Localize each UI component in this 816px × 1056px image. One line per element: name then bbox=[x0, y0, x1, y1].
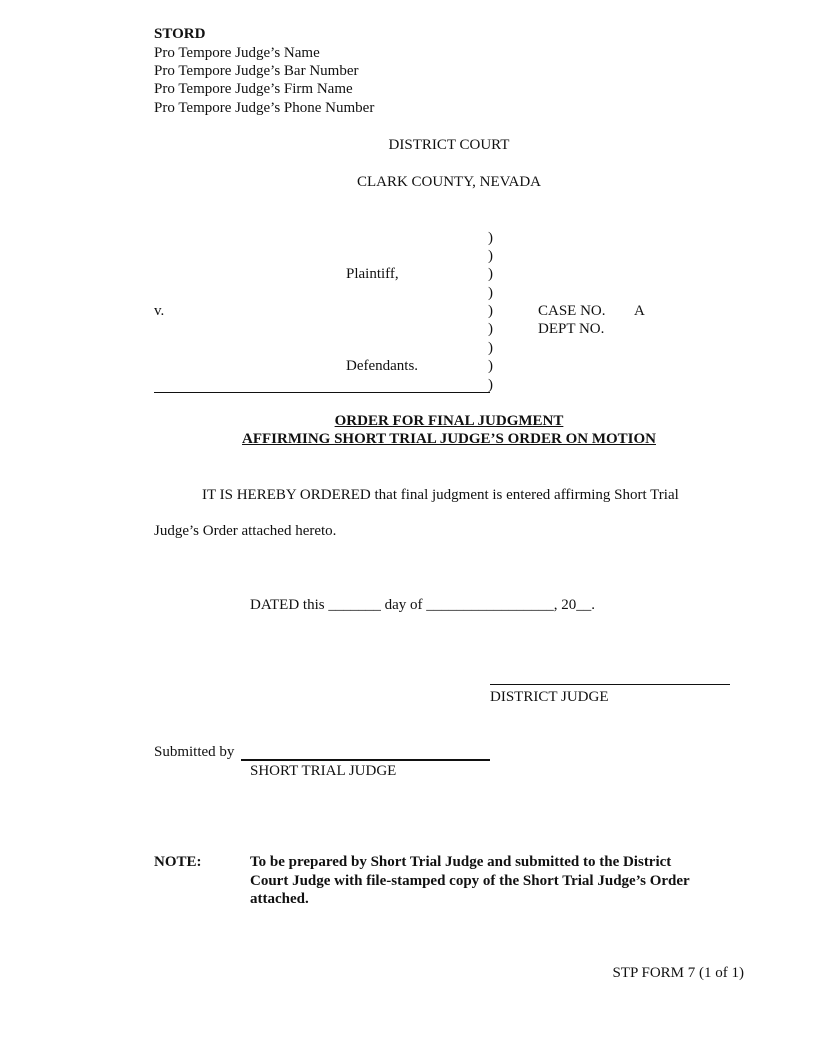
caption-paren: ) bbox=[488, 321, 493, 337]
district-judge-label: DISTRICT JUDGE bbox=[490, 689, 609, 705]
caption-paren: ) bbox=[488, 377, 493, 393]
caption-paren: ) bbox=[488, 248, 493, 264]
note-text-line2: Court Judge with file-stamped copy of the Short Trial Judge’s Order bbox=[250, 873, 690, 889]
order-body-line2: Judge’s Order attached hereto. bbox=[154, 523, 337, 539]
judge-name-line: Pro Tempore Judge’s Name bbox=[154, 45, 320, 61]
case-no-label: CASE NO. bbox=[538, 303, 606, 319]
versus-label: v. bbox=[154, 303, 165, 319]
defendants-label: Defendants. bbox=[346, 358, 419, 374]
caption-paren: ) bbox=[488, 285, 493, 301]
submitted-by-label: Submitted by bbox=[154, 744, 235, 760]
judge-phone-line: Pro Tempore Judge’s Phone Number bbox=[154, 100, 375, 116]
caption-underline bbox=[154, 392, 490, 393]
note-text-line3: attached. bbox=[250, 891, 309, 907]
caption-paren: ) bbox=[488, 340, 493, 356]
court-name: DISTRICT COURT bbox=[388, 137, 510, 153]
order-body-line1: IT IS HEREBY ORDERED that final judgment is entered affirming Short Trial bbox=[202, 487, 679, 503]
note-label: NOTE: bbox=[154, 854, 202, 870]
note-text-line1: To be prepared by Short Trial Judge and submitted to the District bbox=[250, 854, 672, 870]
dept-no-label: DEPT NO. bbox=[538, 321, 605, 337]
judge-firm-line: Pro Tempore Judge’s Firm Name bbox=[154, 81, 353, 97]
caption-paren: ) bbox=[488, 266, 493, 282]
district-judge-signature-line bbox=[490, 684, 730, 685]
judge-bar-line: Pro Tempore Judge’s Bar Number bbox=[154, 63, 359, 79]
submitted-by-signature-line bbox=[241, 759, 490, 761]
case-no-value: A bbox=[634, 303, 645, 319]
caption-paren: ) bbox=[488, 303, 493, 319]
form-code: STORD bbox=[154, 26, 206, 42]
order-title-line2: AFFIRMING SHORT TRIAL JUDGE’S ORDER ON MOTION bbox=[242, 431, 656, 447]
dated-line: DATED this _______ day of _________________, 20__. bbox=[250, 597, 595, 613]
short-trial-judge-label: SHORT TRIAL JUDGE bbox=[250, 763, 397, 779]
form-footer-id: STP FORM 7 (1 of 1) bbox=[612, 965, 744, 981]
caption-paren: ) bbox=[488, 230, 493, 246]
court-county: CLARK COUNTY, NEVADA bbox=[356, 174, 542, 190]
caption-paren: ) bbox=[488, 358, 493, 374]
order-title-line1: ORDER FOR FINAL JUDGMENT bbox=[334, 413, 564, 429]
plaintiff-label: Plaintiff, bbox=[346, 266, 399, 282]
